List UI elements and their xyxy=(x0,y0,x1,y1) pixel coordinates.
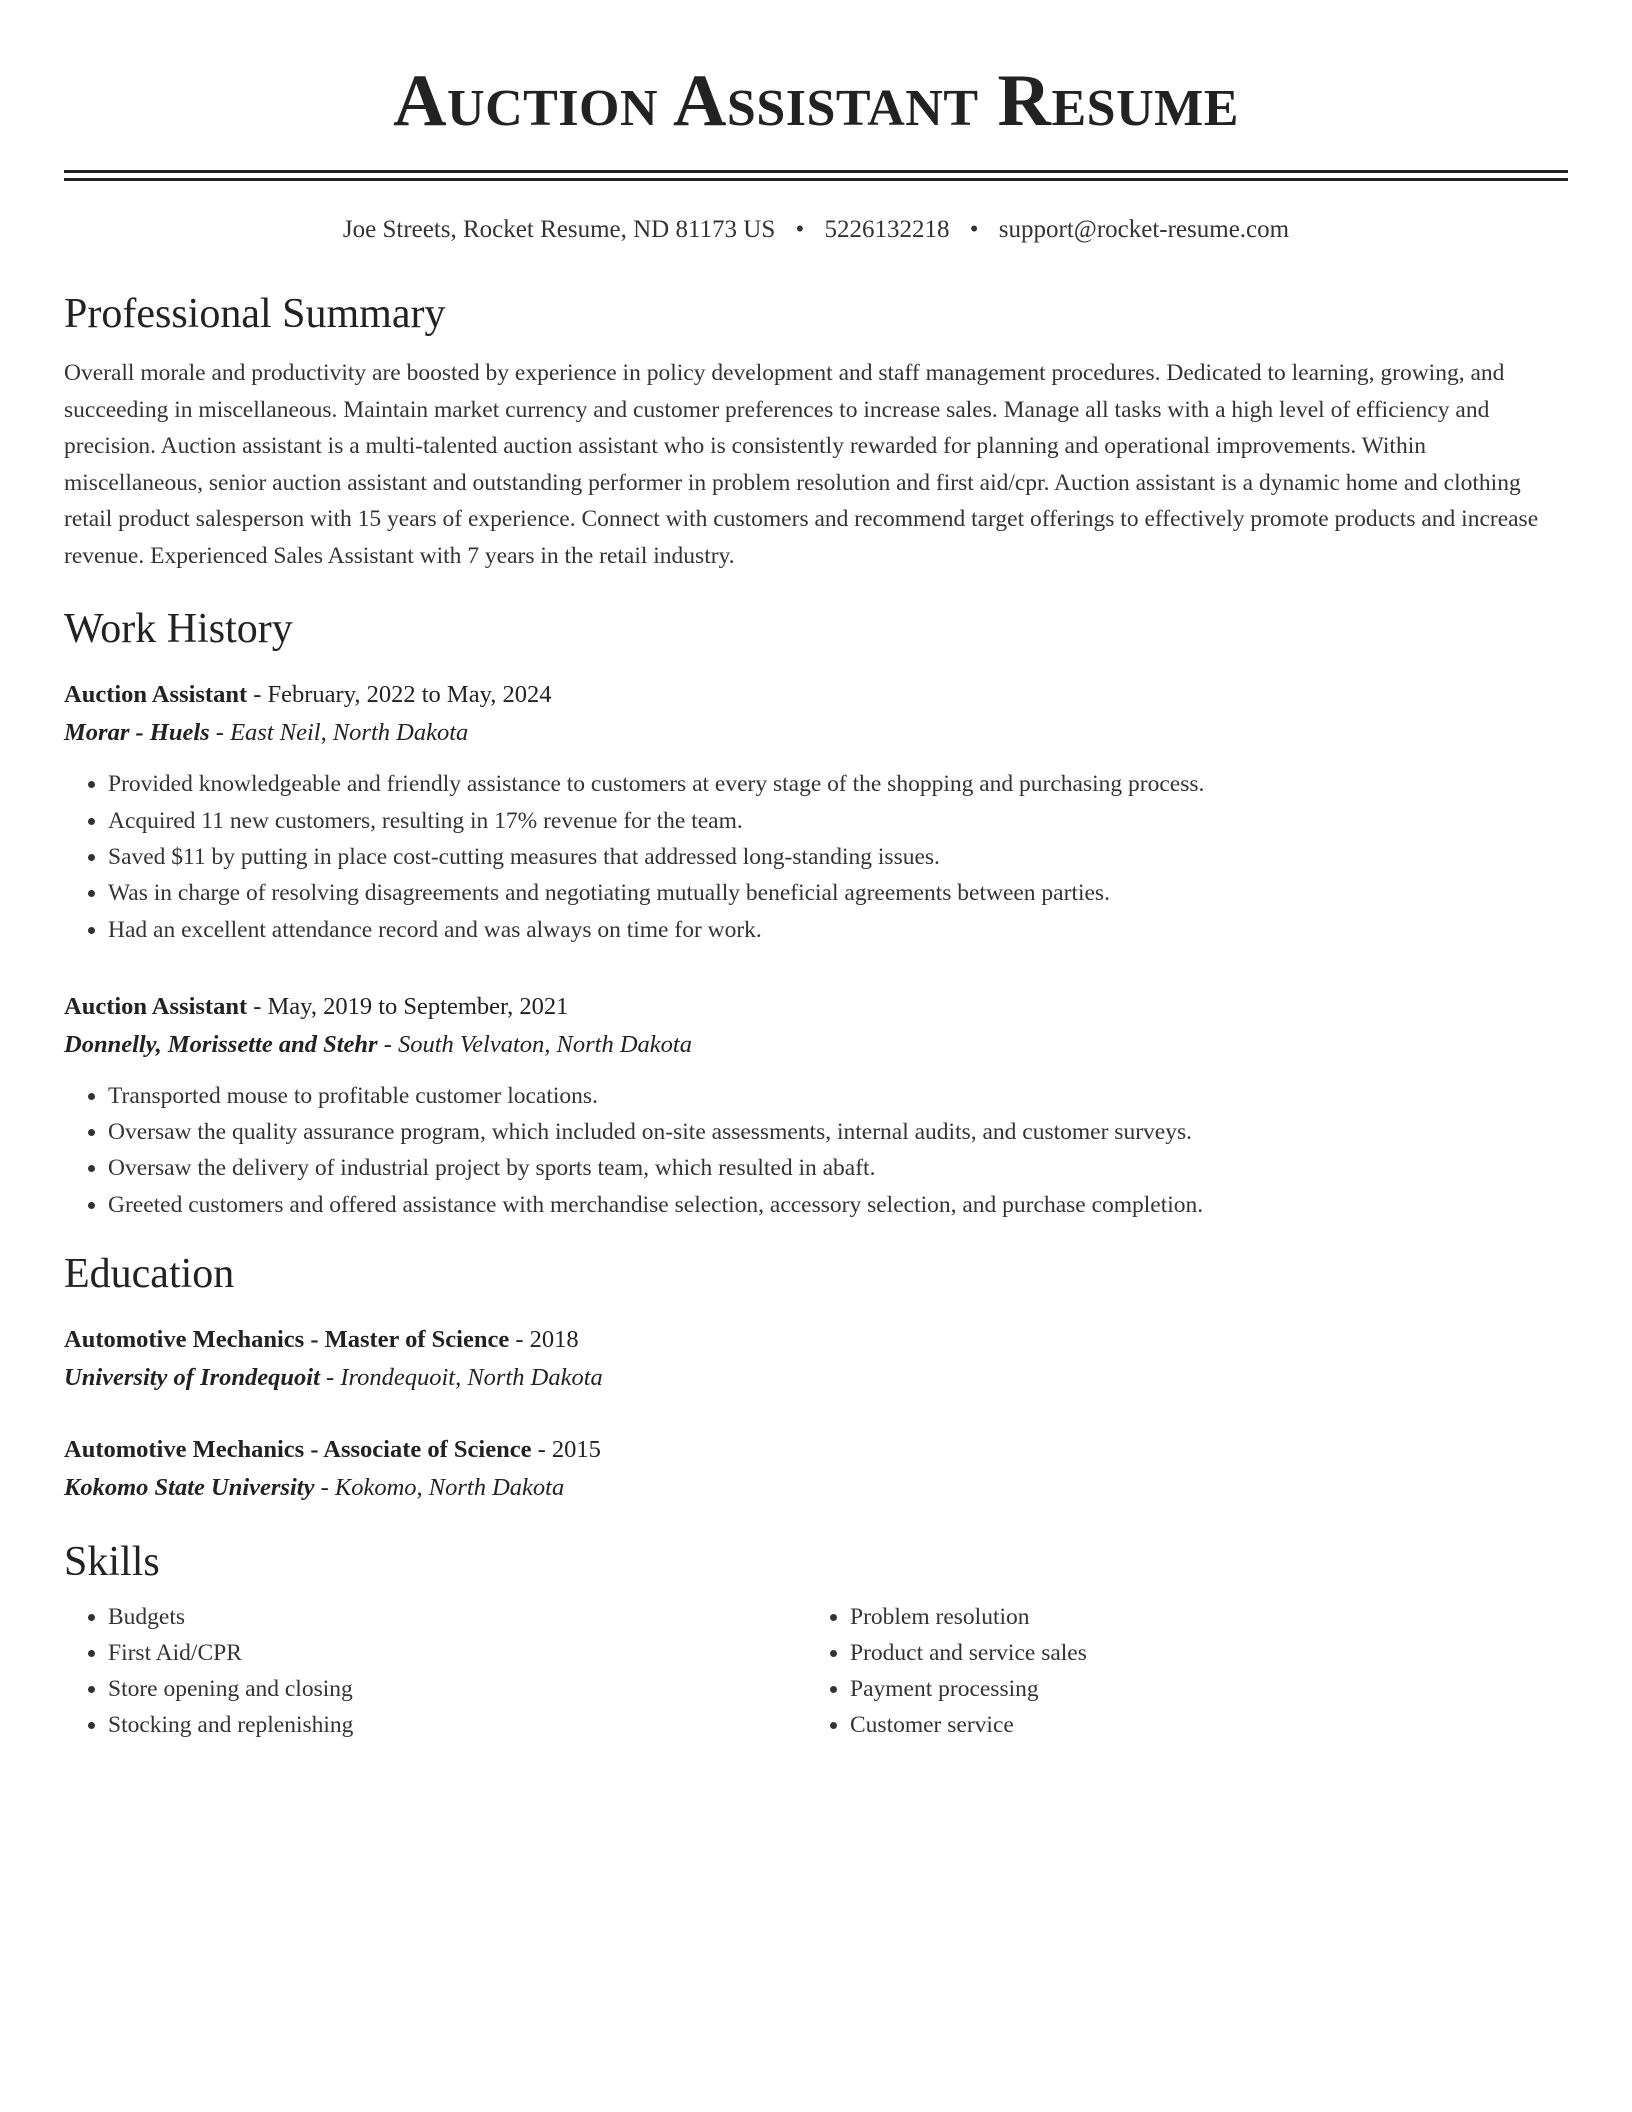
job-title-line xyxy=(64,988,1568,1026)
work-history-heading: Work History xyxy=(64,606,293,653)
education-year: - 2015 xyxy=(531,1436,601,1464)
skill-item: • Budgets xyxy=(108,1599,806,1635)
skill-item: • Store opening and closing xyxy=(108,1671,806,1707)
skill-item: • First Aid/CPR xyxy=(108,1635,806,1671)
job-bullet: • Acquired 11 new customers, resulting in 17% revenue for the team. xyxy=(108,803,1568,839)
contact-line xyxy=(64,215,1568,245)
job-bullet: • Greeted customers and offered assistance with merchandise selection, accessory selection, and purchase completion. xyxy=(108,1187,1568,1223)
skill-item: • Customer service xyxy=(850,1707,1548,1743)
job-bullets xyxy=(64,766,1568,947)
skills-heading: Skills xyxy=(64,1539,160,1586)
job-bullet: • Oversaw the delivery of industrial project by sports team, which resulted in abaft. xyxy=(108,1150,1568,1186)
education-school: University of Irondequoit xyxy=(64,1364,320,1392)
education-year: - 2018 xyxy=(509,1326,579,1354)
education-location: - Kokomo, North Dakota xyxy=(314,1474,565,1502)
skill-item: • Problem resolution xyxy=(850,1599,1548,1635)
job-bullet: • Oversaw the quality assurance program, which included on-site assessments, internal audits, and customer surveys. xyxy=(108,1114,1568,1150)
job-location: - South Velvaton, North Dakota xyxy=(377,1030,692,1058)
education-degree: Automotive Mechanics - Master of Science xyxy=(64,1326,510,1354)
job-dates: - February, 2022 to May, 2024 xyxy=(247,681,552,709)
education-location: - Irondequoit, North Dakota xyxy=(319,1364,603,1392)
education-entry xyxy=(64,1321,1568,1397)
job-company-line xyxy=(64,714,1568,752)
summary-text: Overall morale and productivity are boosted by experience in policy development and staff management procedures. Dedicated to learning, growing, and succeeding in miscellaneous. Maintain market currency and customer preferences to increase sales. Manage all tasks with a high level of efficiency and precision. Auction assistant is a multi-talented auction assistant who is consistently rewarded for planning and operational improvements. Within miscellaneous, senior auction assistant and outstanding performer in problem resolution and first aid/cpr. Auction assistant is a dynamic home and clothing retail product salesperson with 15 years of experience. Connect with customers and recommend target offerings to effectively promote products and increase revenue. Experienced Sales Assistant with 7 years in the retail industry. xyxy=(64,360,1539,569)
job-title: Auction Assistant xyxy=(64,681,248,709)
contact-separator: • xyxy=(969,216,979,243)
job-location: - East Neil, North Dakota xyxy=(209,719,469,747)
job-company: Morar - Huels xyxy=(64,719,210,747)
skill-item: • Product and service sales xyxy=(850,1635,1548,1671)
education-degree-line xyxy=(64,1431,1568,1469)
education-entry xyxy=(64,1431,1568,1507)
resume-title: Auction Assistant Resume xyxy=(393,60,1239,142)
education-degree-line xyxy=(64,1321,1568,1359)
skills-grid xyxy=(64,1599,1568,1743)
education-school-line xyxy=(64,1469,1568,1507)
education-heading: Education xyxy=(64,1251,235,1298)
job-bullet: • Transported mouse to profitable customer locations. xyxy=(108,1078,1568,1114)
contact-email: support@rocket-resume.com xyxy=(998,216,1290,243)
contact-address: Joe Streets, Rocket Resume, ND 81173 US xyxy=(342,216,776,243)
job-company-line xyxy=(64,1026,1568,1064)
job-bullet: • Saved $11 by putting in place cost-cutting measures that addressed long-standing issues. xyxy=(108,839,1568,875)
contact-phone: 5226132218 xyxy=(824,216,950,243)
skill-item: • Stocking and replenishing xyxy=(108,1707,806,1743)
contact-separator: • xyxy=(795,216,805,243)
education-degree: Automotive Mechanics - Associate of Science xyxy=(64,1436,532,1464)
job-bullet: • Was in charge of resolving disagreements and negotiating mutually beneficial agreements between parties. xyxy=(108,875,1568,911)
job-dates: - May, 2019 to September, 2021 xyxy=(247,992,569,1020)
job-title: Auction Assistant xyxy=(64,992,248,1020)
job-entry xyxy=(64,676,1568,947)
skills-left-column xyxy=(64,1599,806,1743)
job-entry xyxy=(64,988,1568,1223)
job-title-line xyxy=(64,676,1568,714)
job-bullets xyxy=(64,1078,1568,1223)
skills-right-column xyxy=(806,1599,1548,1743)
job-bullet: • Had an excellent attendance record and was always on time for work. xyxy=(108,912,1568,948)
job-bullet: • Provided knowledgeable and friendly assistance to customers at every stage of the shopping and purchasing process. xyxy=(108,766,1568,802)
education-school-line xyxy=(64,1359,1568,1397)
summary-heading: Professional Summary xyxy=(64,291,446,337)
education-school: Kokomo State University xyxy=(64,1474,315,1502)
job-company: Donnelly, Morissette and Stehr xyxy=(64,1030,378,1058)
skill-item: • Payment processing xyxy=(850,1671,1548,1707)
title-double-rule xyxy=(64,170,1568,181)
